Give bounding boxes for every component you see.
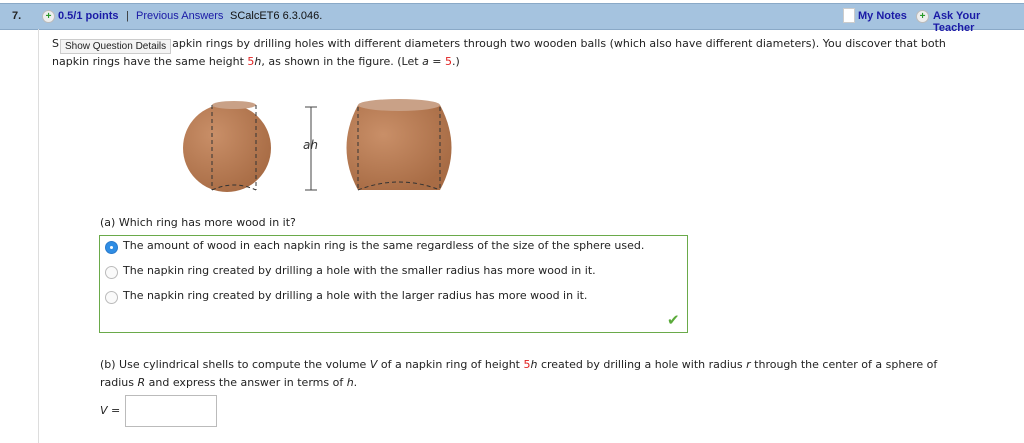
question-text-line1: apkin rings by drilling holes with different diameters through two wooden balls (which also have different diameters). You discover that both bbox=[172, 37, 946, 50]
var-R: R bbox=[137, 376, 146, 389]
question-number: 7. bbox=[12, 10, 22, 22]
var-h: h bbox=[346, 376, 354, 389]
text: through the center of a sphere of bbox=[750, 358, 938, 371]
ask-plus-icon: + bbox=[916, 10, 929, 23]
previous-answers-link[interactable]: Previous Answers bbox=[136, 10, 224, 22]
ask-teacher-link[interactable]: Ask Your Teacher bbox=[933, 10, 981, 34]
large-ring bbox=[347, 99, 452, 190]
points-link[interactable]: 0.5/1 points bbox=[58, 10, 119, 22]
text: . bbox=[353, 376, 358, 389]
text: = bbox=[428, 55, 446, 68]
var-h: h bbox=[254, 55, 262, 68]
option-label-larger[interactable]: The napkin ring created by drilling a hole with the larger radius has more wood in it. bbox=[123, 289, 588, 302]
question-text-line2 bbox=[52, 55, 460, 68]
text: and express the answer in terms of bbox=[145, 376, 347, 389]
show-question-details-tooltip[interactable]: Show Question Details bbox=[60, 39, 171, 54]
height-value: 5 bbox=[247, 55, 255, 68]
var-r: r bbox=[746, 358, 751, 371]
option-radio-same[interactable] bbox=[105, 241, 118, 254]
napkin-rings-figure bbox=[170, 90, 470, 200]
left-divider bbox=[38, 29, 39, 443]
question-line1-row bbox=[52, 37, 946, 52]
option-label-same[interactable]: The amount of wood in each napkin ring is the same regardless of the size of the sphere used. bbox=[123, 239, 645, 252]
source-label: SCalcET6 6.3.046. bbox=[230, 10, 323, 22]
answer-label: V = bbox=[100, 404, 121, 417]
option-label-smaller[interactable]: The napkin ring created by drilling a hole with the smaller radius has more wood in it. bbox=[123, 264, 596, 277]
text: (b) Use cylindrical shells to compute the volume bbox=[100, 358, 370, 371]
option-radio-smaller[interactable] bbox=[105, 266, 118, 279]
my-notes-link[interactable]: My Notes bbox=[858, 10, 907, 22]
a-value: 5 bbox=[445, 55, 453, 68]
question-header bbox=[0, 3, 1024, 34]
var-h: h bbox=[530, 358, 538, 371]
notes-icon bbox=[843, 8, 855, 23]
volume-answer-input[interactable] bbox=[125, 395, 217, 427]
text: napkin rings have the same height bbox=[52, 55, 248, 68]
var-a: a bbox=[422, 55, 429, 68]
part-a-prompt: (a) Which ring has more wood in it? bbox=[100, 216, 296, 229]
points-plus-icon: + bbox=[42, 10, 55, 23]
part-b-line1 bbox=[100, 358, 937, 371]
var-V: V bbox=[369, 358, 378, 371]
text: created by drilling a hole with radius bbox=[537, 358, 747, 371]
text: of a napkin ring of height bbox=[377, 358, 524, 371]
option-radio-larger[interactable] bbox=[105, 291, 118, 304]
separator: | bbox=[126, 10, 129, 22]
correct-check-icon: ✔ bbox=[667, 311, 680, 329]
dimension-label: ah bbox=[303, 138, 318, 152]
small-ring bbox=[183, 101, 271, 192]
question-text-start: S bbox=[52, 37, 59, 50]
text: radius bbox=[100, 376, 138, 389]
text: , as shown in the figure. (Let bbox=[261, 55, 423, 68]
part-b-line2 bbox=[100, 376, 357, 389]
height-value: 5 bbox=[523, 358, 531, 371]
text: .) bbox=[452, 55, 460, 68]
